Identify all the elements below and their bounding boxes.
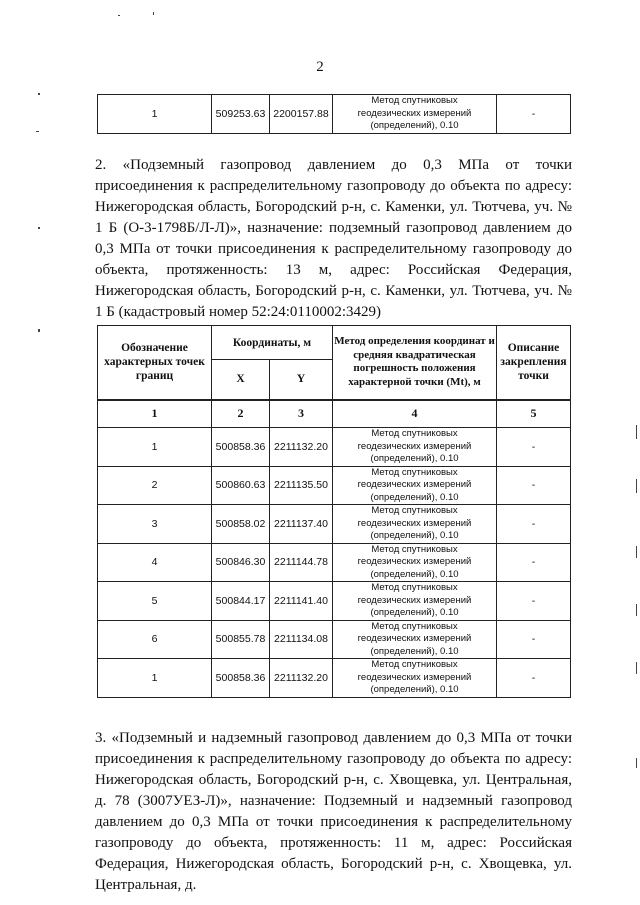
method-line: геодезических измерений — [357, 671, 472, 683]
method-line: Метод спутниковых — [371, 659, 458, 670]
x-coordinate-cell: 500844.17 — [212, 582, 270, 621]
method-line: (определений), 0.10 — [370, 453, 459, 464]
method-cell — [333, 95, 497, 134]
header-method: Метод определения координат и средняя квадратическая погрешность положения характерной точки (Mt), м — [333, 326, 497, 400]
method-line: Метод спутниковых — [371, 582, 458, 593]
x-coordinate-cell: 500855.78 — [212, 620, 270, 659]
method-line: геодезических измерений — [357, 517, 472, 529]
method-line: геодезических измерений — [357, 633, 472, 644]
point-id-cell: 2 — [98, 466, 212, 505]
method-line: (определений), 0.10 — [370, 530, 459, 541]
point-id-cell: 5 — [98, 582, 212, 621]
description-cell: - — [497, 466, 571, 505]
column-number: 5 — [497, 400, 571, 428]
column-number: 2 — [212, 400, 270, 428]
y-coordinate-cell: 2211135.50 — [270, 466, 333, 505]
table-row — [98, 428, 571, 467]
method-cell — [333, 620, 497, 659]
method-line: геодезических измерений — [357, 107, 472, 119]
header-description: Описание закрепления точки — [497, 326, 571, 400]
point-id-cell: 1 — [98, 428, 212, 467]
header-x: X — [212, 360, 270, 400]
scan-mark — [153, 12, 154, 15]
method-line: (определений), 0.10 — [370, 607, 459, 618]
scan-mark — [118, 15, 120, 16]
method-line: Метод спутниковых — [371, 505, 458, 516]
point-id-cell: 1 — [98, 95, 212, 134]
point-id-cell: 3 — [98, 505, 212, 544]
method-cell — [333, 659, 497, 698]
y-coordinate-cell: 2211132.20 — [270, 428, 333, 467]
description-cell: - — [497, 582, 571, 621]
method-line: Метод спутниковых — [371, 428, 458, 439]
point-id-cell: 1 — [98, 659, 212, 698]
top-continuation-table — [97, 94, 571, 134]
y-coordinate-cell: 2211134.08 — [270, 620, 333, 659]
column-number: 3 — [270, 400, 333, 428]
x-coordinate-cell: 500860.63 — [212, 466, 270, 505]
x-coordinate-cell: 500858.36 — [212, 659, 270, 698]
scan-mark — [38, 329, 40, 332]
x-coordinate-cell: 500858.36 — [212, 428, 270, 467]
description-cell: - — [497, 95, 571, 134]
table-row — [98, 505, 571, 544]
description-cell: - — [497, 543, 571, 582]
point-id-cell: 4 — [98, 543, 212, 582]
scan-mark — [636, 662, 637, 674]
description-cell: - — [497, 659, 571, 698]
section-2-paragraph: 2. «Подземный газопровод давлением до 0,3 МПа от точки присоединения к распределительному газопроводу до объекта по адресу: Нижегородская область, Богородский р-н, с. Каменки, ул. Тютчева, уч. № 1 Б (О-3-1798Б/Л-Л)», назначение: подземный газопровод давлением до 0,3 МПа от точки присоединения к распределительному газопроводу до объекта, протяженность: 13 м, адрес: Российская Федерация, Нижегородская область, Богородский р-н, с. Каменки, ул. Тютчева, уч. № 1 Б (кадастровый номер 52:24:0110002:3429) — [95, 157, 572, 320]
scan-mark — [38, 227, 40, 229]
method-cell — [333, 543, 497, 582]
method-line: (определений), 0.10 — [370, 120, 459, 131]
table-header-row — [98, 326, 571, 360]
column-number-row — [98, 400, 571, 428]
table-row — [98, 95, 571, 134]
point-id-cell: 6 — [98, 620, 212, 659]
scan-mark — [36, 131, 39, 132]
method-line: (определений), 0.10 — [370, 491, 459, 503]
header-y: Y — [270, 360, 333, 400]
header-point-designation: Обозначение характерных точек границ — [98, 326, 212, 400]
method-line: Метод спутниковых — [371, 620, 458, 632]
description-cell: - — [497, 620, 571, 659]
method-line: геодезических измерений — [357, 479, 472, 490]
scan-mark — [636, 758, 637, 768]
method-cell — [333, 428, 497, 467]
y-coordinate-cell: 2211144.78 — [270, 543, 333, 582]
method-line: геодезических измерений — [357, 440, 472, 452]
method-line: (определений), 0.10 — [370, 568, 459, 580]
method-line: Метод спутниковых — [371, 466, 458, 478]
method-cell — [333, 582, 497, 621]
y-coordinate-cell: 2211141.40 — [270, 582, 333, 621]
description-cell: - — [497, 428, 571, 467]
description-cell: - — [497, 505, 571, 544]
scan-mark — [636, 604, 637, 616]
scan-mark — [636, 425, 637, 439]
section-3-paragraph: 3. «Подземный и надземный газопровод давлением до 0,3 МПа от точки присоединения к распределительному газопроводу до объекта по адресу: Нижегородская область, Богородский р-н, с. Хвощевка, ул. Центральная, д. 78 (3007УЕЗ-Л)», назначение: Подземный и надземный газопровод давлением до 0,3 МПа от точки присоединения к распределительному газопроводу до объекта, протяженность: 11 м, адрес: Российская Федерация, Нижегородская область, Богородский р-н, с. Хвощевка, ул. Центральная, д. — [95, 730, 572, 893]
method-line: Метод спутниковых — [371, 95, 458, 106]
table-row — [98, 466, 571, 505]
x-coordinate-cell: 500846.30 — [212, 543, 270, 582]
y-coordinate-cell: 2211137.40 — [270, 505, 333, 544]
table-row — [98, 620, 571, 659]
method-cell — [333, 505, 497, 544]
scan-mark — [636, 479, 637, 493]
header-coordinates: Координаты, м — [212, 326, 333, 360]
scan-mark — [636, 546, 637, 558]
table-row — [98, 659, 571, 698]
column-number: 4 — [333, 400, 497, 428]
y-coordinate-cell: 2211132.20 — [270, 659, 333, 698]
page-number: 2 — [316, 59, 324, 75]
y-coordinate-cell: 2200157.88 — [270, 95, 333, 134]
table-row — [98, 582, 571, 621]
x-coordinate-cell: 509253.63 — [212, 95, 270, 134]
column-number: 1 — [98, 400, 212, 428]
method-line: геодезических измерений — [357, 556, 472, 567]
method-cell — [333, 466, 497, 505]
method-line: геодезических измерений — [357, 594, 472, 606]
x-coordinate-cell: 500858.02 — [212, 505, 270, 544]
table-row — [98, 543, 571, 582]
method-line: (определений), 0.10 — [370, 684, 459, 695]
scan-mark — [38, 93, 40, 95]
method-line: (определений), 0.10 — [370, 645, 459, 657]
method-line: Метод спутниковых — [371, 543, 458, 555]
coordinates-table — [97, 325, 571, 698]
